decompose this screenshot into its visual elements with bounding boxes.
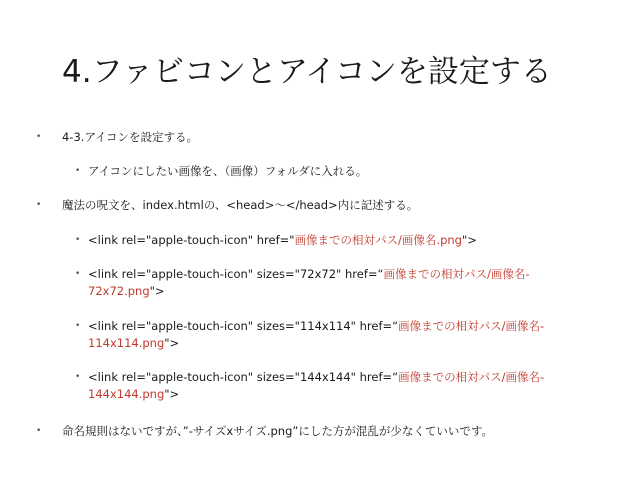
code-text-end: "> (164, 387, 180, 401)
code-path: 画像までの相対パス/画像名- (398, 319, 545, 333)
bullet-magic-spell (36, 197, 419, 214)
code-text-end: "> (461, 233, 477, 247)
code-path-filename: 72x72.png (88, 284, 150, 298)
code-text: <link rel="apple-touch-icon" sizes="114x114" href=“ (88, 319, 399, 333)
bullet-dot-icon: • (75, 166, 81, 176)
bullet-text: 命名規則はないですが、”-サイズxサイズ.png”にした方が混乱が少なくていいです。 (62, 424, 493, 438)
code-line-link-114 (75, 318, 545, 352)
code-line-link-default (75, 232, 477, 249)
slide-title: 4.ファビコンとアイコンを設定する (62, 54, 552, 90)
code-text: <link rel="apple-touch-icon" href=" (88, 233, 295, 247)
bullet-set-icon (36, 129, 198, 146)
code-text: <link rel="apple-touch-icon" sizes="72x72" href=“ (88, 267, 384, 281)
code-line-link-72 (75, 266, 530, 300)
bullet-dot-icon: • (36, 200, 42, 210)
bullet-dot-icon: • (75, 372, 81, 382)
code-path: 画像までの相対パス/画像名- (383, 267, 530, 281)
bullet-dot-icon: • (36, 132, 42, 142)
code-path-filename: 144x144.png (88, 387, 165, 401)
code-path: 画像までの相対パス/画像名- (398, 370, 545, 384)
code-path: 画像までの相対パス/画像名.png (294, 233, 462, 247)
bullet-naming-rule (36, 423, 493, 440)
bullet-put-image (75, 163, 368, 180)
code-text-end: "> (149, 284, 165, 298)
bullet-text: 4-3.アイコンを設定する。 (62, 130, 198, 144)
bullet-text: 魔法の呪文を、index.htmlの、<head>〜</head>内に記述する。 (62, 198, 419, 212)
bullet-dot-icon: • (75, 235, 81, 245)
bullet-dot-icon: • (75, 269, 81, 279)
code-path-filename: 114x114.png (88, 336, 165, 350)
code-text-end: "> (164, 336, 180, 350)
bullet-text: アイコンにしたい画像を、（画像）フォルダに入れる。 (88, 164, 368, 178)
bullet-dot-icon: • (36, 426, 42, 436)
code-line-link-144 (75, 369, 545, 403)
code-text: <link rel="apple-touch-icon" sizes="144x144" href=“ (88, 370, 399, 384)
bullet-dot-icon: • (75, 321, 81, 331)
